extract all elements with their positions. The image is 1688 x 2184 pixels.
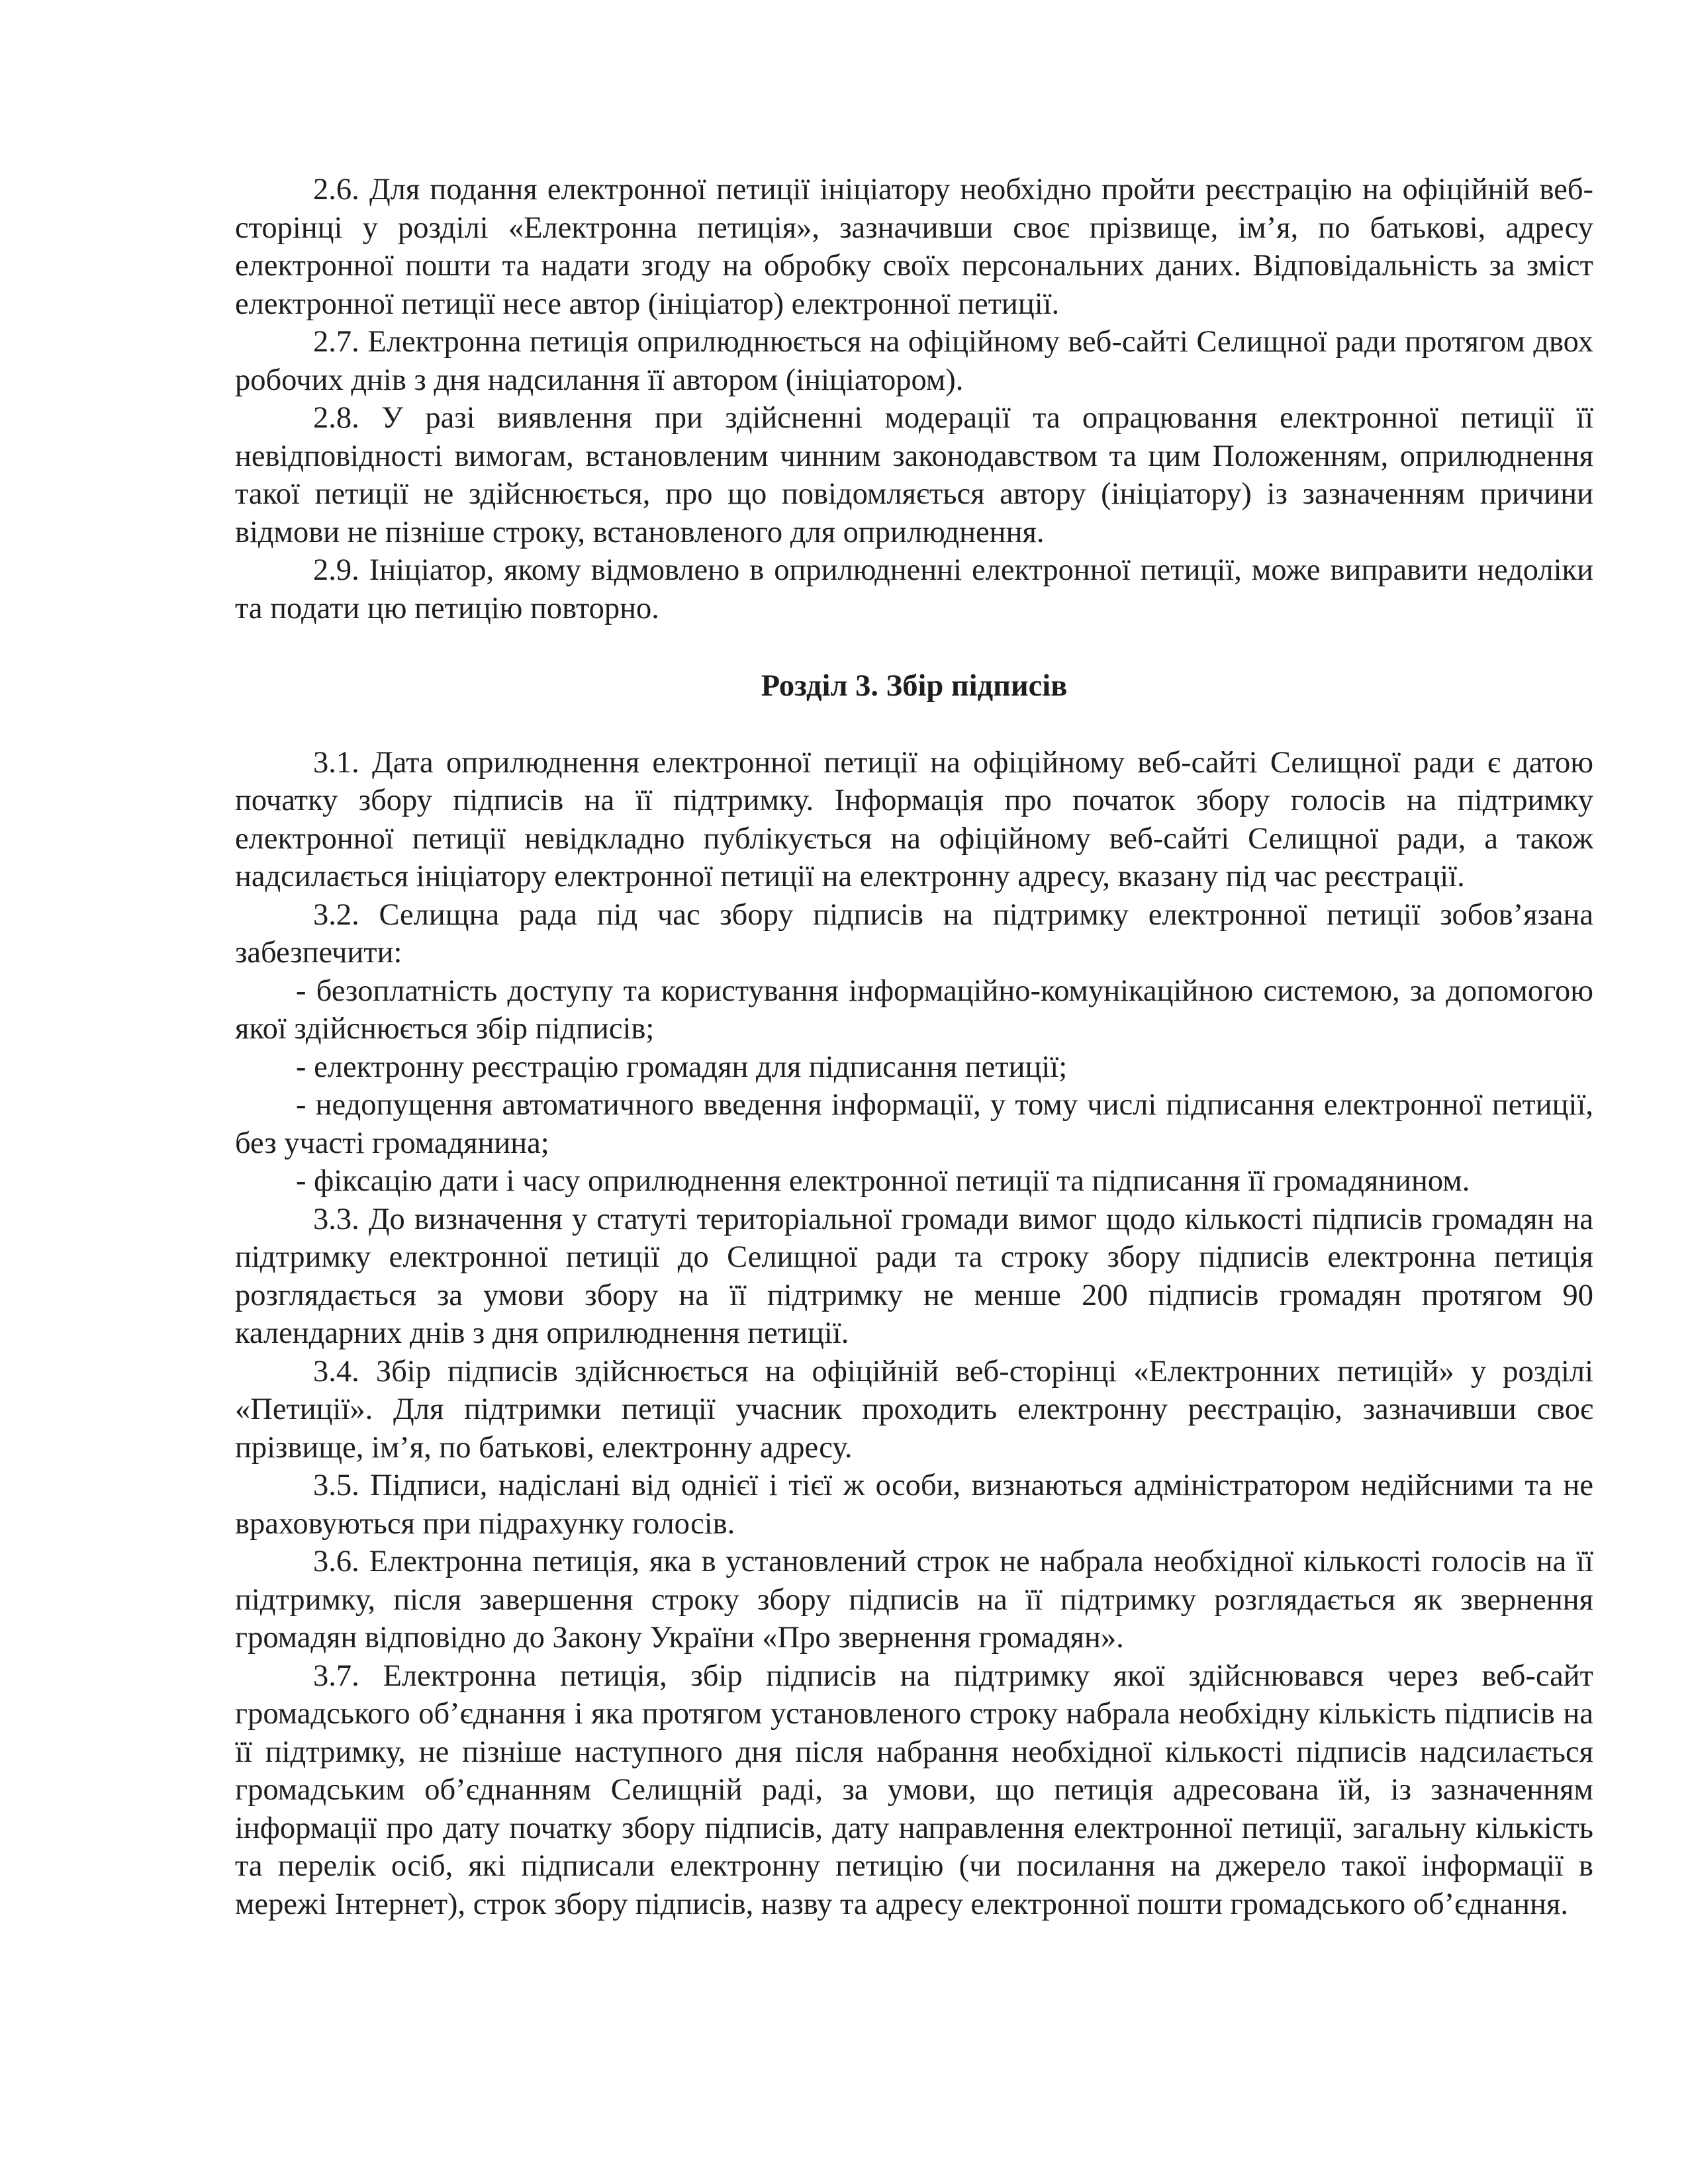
clause-2-8: 2.8. У разі виявлення при здійсненні модерації та опрацювання електронної петиції її невідповідності вимогам, встановленим чинним законодавством та цим Положенням, оприлюднення такої петиції не здійснюється, про що повідомляється автору (ініціатору) із зазначенням причини відмови не пізніше строку, встановленого для оприлюднення. [235, 401, 1593, 549]
document-body [235, 171, 1593, 1923]
clause-3-1: 3.1. Дата оприлюднення електронної петиції на офіційному веб-сайті Селищної ради є датою початку збору підписів на її підтримку. Інформація про початок збору голосів на підтримку електронної петиції невідкладно публікується на офіційному веб-сайті Селищної ради, а також надсилається ініціатору електронної петиції на електронну адресу, вказану під час реєстрації. [235, 745, 1593, 893]
section-3-title: Розділ 3. Збір підписів [761, 669, 1068, 703]
clause-2-7: 2.7. Електронна петиція оприлюднюється на офіційному веб-сайті Селищної ради протягом двох робочих днів з дня надсилання її автором (ініціатором). [235, 325, 1593, 397]
clause-3-4: 3.4. Збір підписів здійснюється на офіційній веб-сторінці «Електронних петицій» у розділі «Петиції». Для підтримки петиції учасник проходить електронну реєстрацію, зазначивши своє прізвище, ім’я, по батькові, електронну адресу. [235, 1354, 1593, 1465]
list-item: - недопущення автоматичного введення інформації, у тому числі підписання електронної петиції, без участі громадянина; [235, 1088, 1593, 1160]
clause-3-3: 3.3. До визначення у статуті територіальної громади вимог щодо кількості підписів громадян на підтримку електронної петиції до Селищної ради та строку збору підписів електронна петиція розглядається за умови збору на її підтримку не менше 200 підписів громадян протягом 90 календарних днів з дня оприлюднення петиції. [235, 1202, 1593, 1350]
list-item: - безоплатність доступу та користування інформаційно-комунікаційною системою, за допомогою якої здійснюється збір підписів; [235, 974, 1593, 1046]
clause-3-7: 3.7. Електронна петиція, збір підписів на підтримку якої здійснювався через веб-сайт громадського об’єднання і яка протягом установленого строку набрала необхідну кількість підписів на її підтримку, не пізніше наступного дня після набрання необхідної кількості підписів надсилається громадським об’єднанням Селищній раді, за умови, що петиція адресована їй, із зазначенням інформації про дату початку збору підписів, дату направлення електронної петиції, загальну кількість та перелік осіб, які підписали електронну петицію (чи посилання на джерело такої інформації в мережі Інтернет), строк збору підписів, назву та адресу електронної пошти громадського об’єднання. [235, 1659, 1593, 1921]
clause-3-6: 3.6. Електронна петиція, яка в установлений строк не набрала необхідної кількості голосів на її підтримку, після завершення строку збору підписів на її підтримку розглядається як звернення громадян відповідно до Закону України «Про звернення громадян». [235, 1545, 1593, 1655]
clause-2-6: 2.6. Для подання електронної петиції ініціатору необхідно пройти реєстрацію на офіційній веб-сторінці у розділі «Електронна петиція», зазначивши своє прізвище, ім’я, по батькові, адресу електронної пошти та надати згоду на обробку своїх персональних даних. Відповідальність за зміст електронної петиції несе автор (ініціатор) електронної петиції. [235, 173, 1593, 321]
clause-3-5: 3.5. Підписи, надіслані від однієї і тієї ж особи, визнаються адміністратором недійсними та не враховуються при підрахунку голосів. [235, 1469, 1593, 1541]
list-item: - електронну реєстрацію громадян для підписання петиції; [296, 1050, 1068, 1084]
clause-2-9: 2.9. Ініціатор, якому відмовлено в оприлюдненні електронної петиції, може виправити недоліки та подати цю петицію повторно. [235, 553, 1593, 625]
list-item: - фіксацію дати і часу оприлюднення електронної петиції та підписання її громадянином. [296, 1164, 1470, 1198]
clause-3-2: 3.2. Селищна рада під час збору підписів на підтримку електронної петиції зобов’язана забезпечити: [235, 897, 1593, 970]
